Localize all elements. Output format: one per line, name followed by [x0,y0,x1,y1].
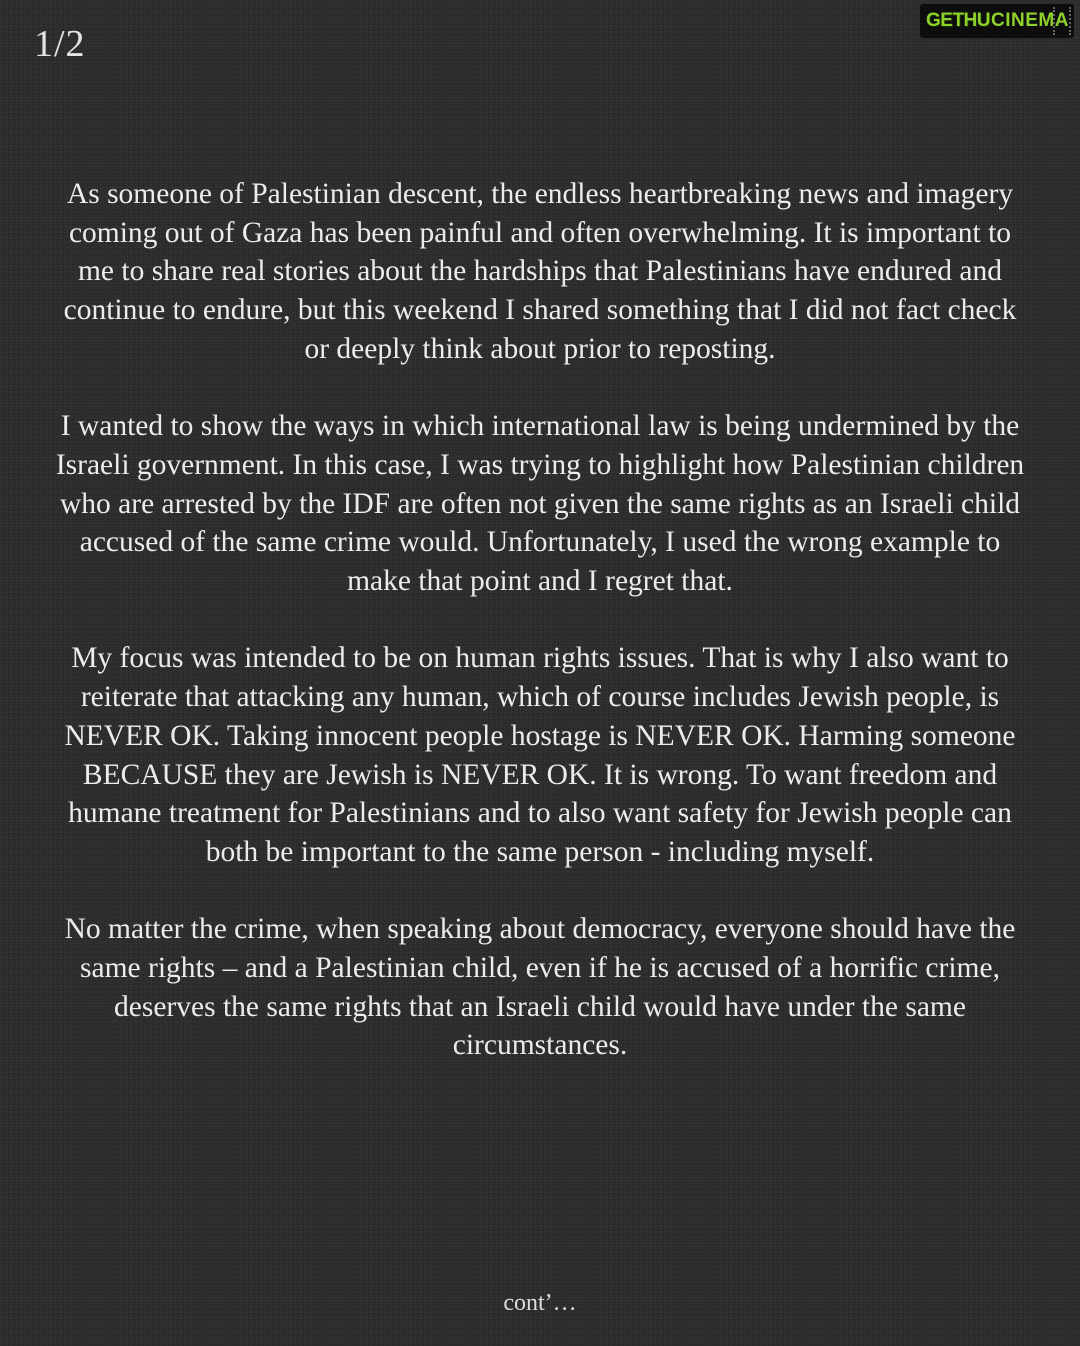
watermark-logo [920,4,1074,38]
statement-body [50,175,1030,1104]
paragraph-3: My focus was intended to be on human rights issues. That is why I also want to reiterate that attacking any human, which of course includes Jewish people, is NEVER OK. Taking innocent people hostage is NEVER OK. Harming someone BECAUSE they are Jewish is NEVER OK. It is wrong. To want freedom and humane treatment for Palestinians and to also want safety for Jewish people can both be important to the same person - including myself. [64,642,1016,868]
continued-label: cont’… [503,1290,577,1316]
paragraph-4: No matter the crime, when speaking about democracy, everyone should have the same rights – and a Palestinian child, even if he is accused of a horrific crime, deserves the same rights that an Israeli child would have under the same circumstances. [64,913,1016,1062]
film-strip-icon [1053,7,1071,35]
paragraph-2: I wanted to show the ways in which international law is being undermined by the Israeli government. In this case, I was trying to highlight how Palestinian children who are arrested by the IDF are often not given the same rights as an Israeli child accused of the same crime would. Unfortunately, I used the wrong example to make that point and I regret that. [55,410,1025,598]
paragraph-1: As someone of Palestinian descent, the endless heartbreaking news and imagery coming out of Gaza has been painful and often overwhelming. It is important to me to share real stories about the hardships that Palestinians have endured and continue to endure, but this weekend I shared something that I did not fact check or deeply think about prior to reposting. [63,178,1017,365]
watermark-text-b: CINEMA [991,10,1069,31]
watermark-text-a: GETHU [926,10,990,31]
page-counter: 1/2 [34,23,86,65]
